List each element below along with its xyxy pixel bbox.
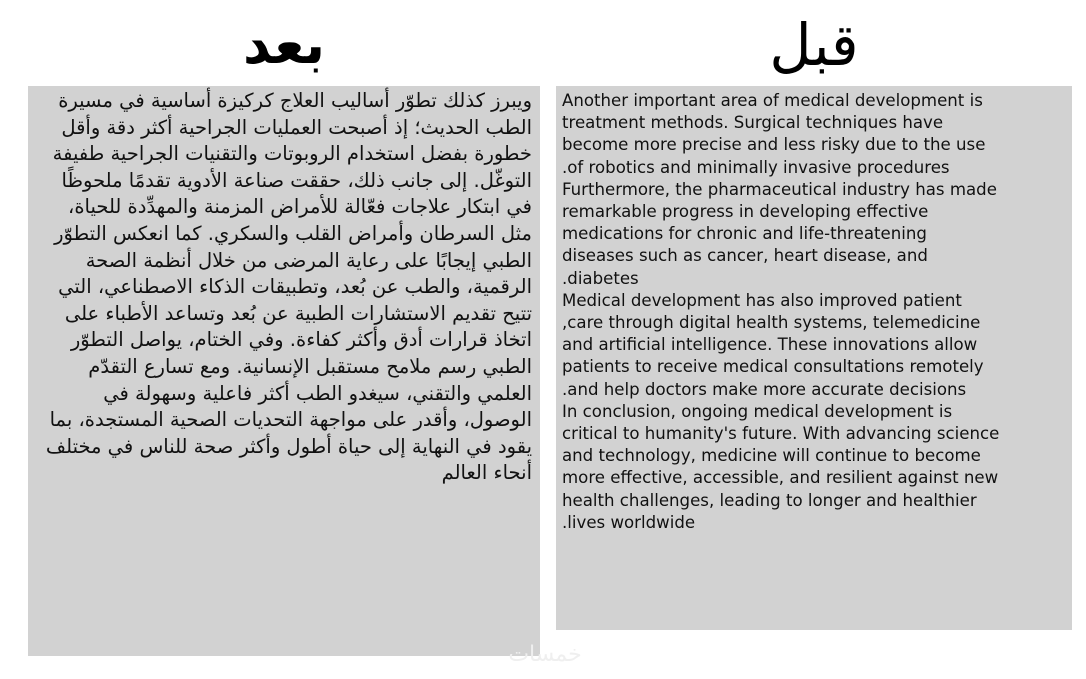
before-line: lives worldwide. (562, 512, 696, 532)
before-line: care through digital health systems, telemedicine, (562, 313, 981, 333)
after-text-panel (28, 86, 540, 656)
before-line: and help doctors make more accurate decisions. (562, 379, 967, 399)
before-line: remarkable progress in developing effective (562, 202, 929, 222)
before-line: become more precise and less risky due to the use (562, 135, 986, 155)
heading-before: قبل (769, 11, 859, 79)
before-line: Furthermore, the pharmaceutical industry has made (562, 179, 997, 199)
before-line: diseases such as cancer, heart disease, and (562, 246, 928, 266)
before-line: medications for chronic and life-threatening (562, 224, 927, 244)
before-line: In conclusion, ongoing medical development is (562, 401, 953, 421)
before-line: health challenges, leading to longer and healthier (562, 490, 977, 510)
heading-after: بعد (243, 13, 325, 76)
after-paragraph: ويبرز كذلك تطوّر أساليب العلاج كركيزة أساسية في مسيرة الطب الحديث؛ إذ أصبحت العمليات الجراحية أكثر دقة وأقل خطورة بفضل استخدام الروبوتات والتقنيات الجراحية طفيفة التوغّل. إلى جانب ذلك، حققت صناعة الأدوية تقدمًا ملحوظًا في ابتكار علاجات فعّالة للأمراض المزمنة والمهدِّدة للحياة، مثل السرطان وأمراض القلب والسكري. كما انعكس التطوّر الطبي إيجابًا على رعاية المرضى من خلال أنظمة الصحة الرقمية، والطب عن بُعد، وتطبيقات الذكاء الاصطناعي، التي تتيح تقديم الاستشارات الطبية عن بُعد وتساعد الأطباء على اتخاذ قرارات أدق وأكثر كفاءة. وفي الختام، يواصل التطوّر الطبي رسم ملامح مستقبل الإنسانية. ومع تسارع التقدّم العلمي والتقني، سيغدو الطب أكثر فاعلية وسهولة في الوصول، وأقدر على مواجهة التحديات الصحية المستجدة، بما يقود في النهاية إلى حياة أطول وأكثر صحة للناس في مختلف أنحاء العالم (45, 89, 532, 485)
before-line: Another important area of medical development is (562, 91, 983, 110)
before-text-panel (556, 86, 1072, 630)
before-line: treatment methods. Surgical techniques have (562, 113, 944, 133)
before-line: diabetes. (562, 268, 639, 288)
before-line: critical to humanity's future. With advancing science (562, 424, 1000, 444)
watermark: خمسات (508, 642, 582, 667)
before-line: and technology, medicine will continue to become (562, 446, 981, 466)
before-line: Medical development has also improved patient (562, 290, 962, 310)
before-line: more effective, accessible, and resilient against new (562, 468, 999, 488)
before-line: patients to receive medical consultations remotely (562, 357, 984, 377)
before-line: of robotics and minimally invasive procedures. (562, 157, 950, 177)
before-line: and artificial intelligence. These innovations allow (562, 335, 978, 355)
before-paragraph (562, 90, 1066, 534)
